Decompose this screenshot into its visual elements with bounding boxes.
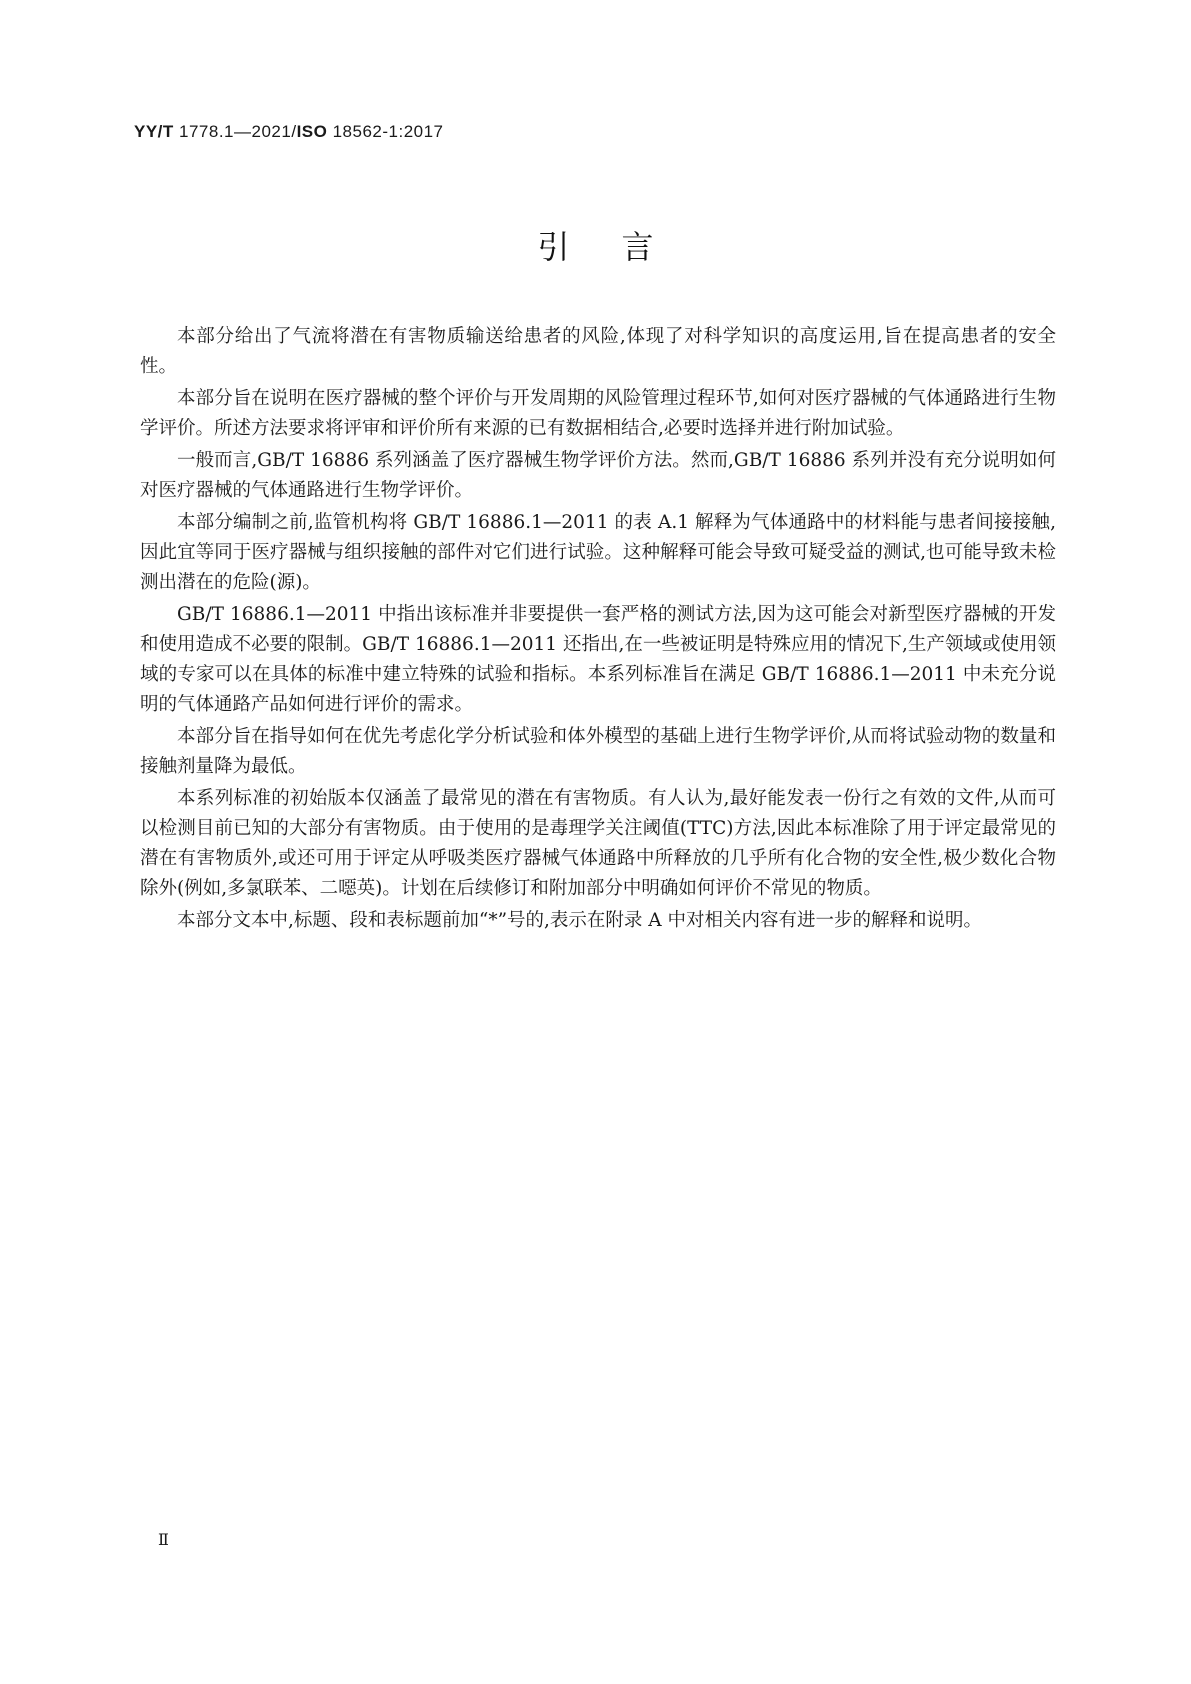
page-number: Ⅱ [158, 1530, 169, 1549]
paragraph: 本系列标准的初始版本仅涵盖了最常见的潜在有害物质。有人认为,最好能发表一份行之有效的文件,从而可以检测目前已知的大部分有害物质。由于使用的是毒理学关注阈值(TTC)方法,因此本标准除了用于评定最常见的潜在有害物质外,或还可用于评定从呼吸类医疗器械气体通路中所释放的几乎所有化合物的安全性,极少数化合物除外(例如,多氯联苯、二噁英)。计划在后续修订和附加部分中明确如何评价不常见的物质。 [140, 788, 1056, 899]
paragraph: 本部分旨在说明在医疗器械的整个评价与开发周期的风险管理过程环节,如何对医疗器械的气体通路进行生物学评价。所述方法要求将评审和评价所有来源的已有数据相结合,必要时选择并进行附加试验。 [140, 388, 1056, 439]
paragraph: 一般而言,GB/T 16886 系列涵盖了医疗器械生物学评价方法。然而,GB/T 16886 系列并没有充分说明如何对医疗器械的气体通路进行生物学评价。 [140, 450, 1056, 501]
paragraph: 本部分文本中,标题、段和表标题前加“*”号的,表示在附录 A 中对相关内容有进一步的解释和说明。 [177, 910, 983, 931]
paragraph: 本部分旨在指导如何在优先考虑化学分析试验和体外模型的基础上进行生物学评价,从而将试验动物的数量和接触剂量降为最低。 [140, 726, 1056, 777]
page-title: 引言 [537, 228, 706, 266]
paragraph: GB/T 16886.1—2011 中指出该标准并非要提供一套严格的测试方法,因为这可能会对新型医疗器械的开发和使用造成不必要的限制。GB/T 16886.1—2011 还指出,在一些被证明是特殊应用的情况下,生产领域或使用领域的专家可以在具体的标准中建立特殊的试验和指标。本系列标准旨在满足 GB/T 16886.1—2011 中未充分说明的气体通路产品如何进行评价的需求。 [140, 604, 1056, 715]
document-code-iso: ISO [296, 122, 328, 141]
document-code-number: 1778.1—2021/ [173, 122, 297, 141]
document-code [134, 122, 444, 142]
paragraph: 本部分给出了气流将潜在有害物质输送给患者的风险,体现了对科学知识的高度运用,旨在提高患者的安全性。 [140, 326, 1056, 377]
document-code-prefix: YY/T [134, 122, 174, 141]
paragraph: 本部分编制之前,监管机构将 GB/T 16886.1—2011 的表 A.1 解释为气体通路中的材料能与患者间接接触,因此宜等同于医疗器械与组织接触的部件对它们进行试验。这种解释可能会导致可疑受益的测试,也可能导致未检测出潜在的危险(源)。 [140, 512, 1056, 593]
introduction-body [140, 322, 1056, 938]
document-code-iso-number: 18562-1:2017 [327, 122, 444, 141]
